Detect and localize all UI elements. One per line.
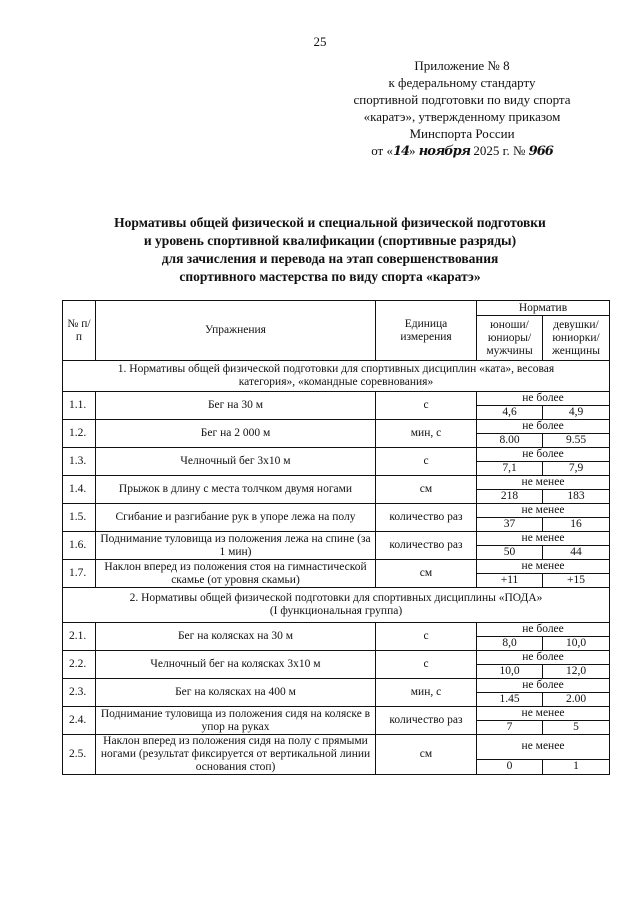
header-num: № п/п (63, 301, 96, 361)
table-row (63, 735, 610, 760)
appendix-title: Приложение № 8 (414, 58, 510, 73)
male-value: 10,0 (477, 665, 543, 679)
table-row (63, 623, 610, 637)
female-value: +15 (543, 574, 610, 588)
row-number: 1.5. (63, 504, 96, 532)
row-number: 2.2. (63, 651, 96, 679)
date-year: 2025 г. № (473, 143, 526, 158)
unit: количество раз (376, 707, 477, 735)
exercise-name: Бег на колясках на 30 м (96, 623, 376, 651)
female-value: 4,9 (543, 406, 610, 420)
male-value: 218 (477, 490, 543, 504)
female-value: 16 (543, 518, 610, 532)
exercise-name: Поднимание туловища из положения сидя на коляске в упор на руках (96, 707, 376, 735)
exercise-name: Челночный бег 3х10 м (96, 448, 376, 476)
norm-mode: не более (477, 651, 610, 665)
unit: см (376, 735, 477, 775)
title-line: спортивного мастерства по виду спорта «каратэ» (179, 269, 481, 284)
document-title (60, 214, 600, 286)
unit: см (376, 560, 477, 588)
row-number: 1.7. (63, 560, 96, 588)
female-value: 44 (543, 546, 610, 560)
exercise-name: Прыжок в длину с места толчком двумя ногами (96, 476, 376, 504)
handwritten-month: ноября (418, 144, 471, 159)
exercise-name: Бег на 30 м (96, 392, 376, 420)
row-number: 2.4. (63, 707, 96, 735)
appendix-line: Минспорта России (409, 126, 515, 141)
male-value: 37 (477, 518, 543, 532)
exercise-name: Поднимание туловища из положения лежа на спине (за 1 мин) (96, 532, 376, 560)
section-line: категория», «командные соревнования» (238, 376, 434, 388)
section-heading (63, 588, 610, 623)
male-value: 4,6 (477, 406, 543, 420)
date-mid: » (409, 143, 416, 158)
male-value: +11 (477, 574, 543, 588)
unit: количество раз (376, 504, 477, 532)
norm-mode: не менее (477, 532, 610, 546)
norm-mode: не менее (477, 707, 610, 721)
exercise-name: Наклон вперед из положения стоя на гимнастической скамье (от уровня скамьи) (96, 560, 376, 588)
exercise-name: Челночный бег на колясках 3х10 м (96, 651, 376, 679)
norm-mode: не более (477, 448, 610, 462)
unit: с (376, 392, 477, 420)
female-value: 2.00 (543, 693, 610, 707)
appendix-line: спортивной подготовки по виду спорта (353, 92, 571, 107)
norm-mode: не более (477, 623, 610, 637)
male-value: 7 (477, 721, 543, 735)
appendix-line: к федеральному стандарту (388, 75, 536, 90)
male-value: 0 (477, 759, 543, 774)
title-line: для зачисления и перевода на этап совершенствования (161, 251, 499, 266)
female-value: 9.55 (543, 434, 610, 448)
handwritten-order-number: 966 (528, 144, 553, 159)
row-number: 2.3. (63, 679, 96, 707)
row-number: 1.2. (63, 420, 96, 448)
row-number: 2.5. (63, 735, 96, 775)
table-row (63, 651, 610, 665)
unit: мин, с (376, 420, 477, 448)
female-value: 12,0 (543, 665, 610, 679)
table-row (63, 707, 610, 721)
section-line: 1. Нормативы общей физической подготовки для спортивных дисциплин «ката», весовая (117, 363, 555, 375)
male-value: 7,1 (477, 462, 543, 476)
table-row (63, 448, 610, 462)
female-value: 7,9 (543, 462, 610, 476)
header-unit: Единица измерения (376, 301, 477, 361)
table-row (63, 560, 610, 574)
section-heading (63, 361, 610, 392)
row-number: 2.1. (63, 623, 96, 651)
table-row (63, 532, 610, 546)
male-value: 1.45 (477, 693, 543, 707)
norm-mode: не менее (477, 560, 610, 574)
norm-mode: не менее (477, 504, 610, 518)
table-row (63, 420, 610, 434)
row-number: 1.4. (63, 476, 96, 504)
row-number: 1.1. (63, 392, 96, 420)
table-row (63, 504, 610, 518)
female-value: 10,0 (543, 637, 610, 651)
handwritten-day: 14 (392, 144, 410, 159)
table-row (63, 392, 610, 406)
title-line: Нормативы общей физической и специальной физической подготовки (114, 215, 546, 230)
row-number: 1.3. (63, 448, 96, 476)
table-row (63, 679, 610, 693)
title-line: и уровень спортивной квалификации (спортивные разряды) (143, 233, 517, 248)
norm-mode: не более (477, 392, 610, 406)
norm-mode: не более (477, 420, 610, 434)
exercise-name: Наклон вперед из положения сидя на полу с прямыми ногами (результат фиксируется от вертикальной линии основания стоп) (96, 735, 376, 775)
order-date-line (327, 142, 597, 160)
appendix-header (327, 57, 597, 160)
unit: количество раз (376, 532, 477, 560)
female-value: 183 (543, 490, 610, 504)
norms-table (62, 300, 610, 775)
header-exercise: Упражнения (96, 301, 376, 361)
female-value: 1 (543, 759, 610, 774)
unit: с (376, 448, 477, 476)
exercise-name: Бег на 2 000 м (96, 420, 376, 448)
unit: мин, с (376, 679, 477, 707)
unit: с (376, 651, 477, 679)
unit: с (376, 623, 477, 651)
norm-mode: не более (477, 679, 610, 693)
norm-mode: не менее (477, 735, 610, 760)
unit: см (376, 476, 477, 504)
page-number: 25 (313, 34, 327, 49)
row-number: 1.6. (63, 532, 96, 560)
male-value: 50 (477, 546, 543, 560)
header-male: юноши/ юниоры/ мужчины (477, 316, 543, 361)
norm-mode: не менее (477, 476, 610, 490)
section-line: (I функциональная группа) (269, 605, 403, 617)
appendix-line: «каратэ», утвержденному приказом (363, 109, 561, 124)
header-female: девушки/ юниорки/ женщины (543, 316, 610, 361)
header-norm: Норматив (477, 301, 610, 316)
table-row (63, 476, 610, 490)
exercise-name: Сгибание и разгибание рук в упоре лежа на полу (96, 504, 376, 532)
exercise-name: Бег на колясках на 400 м (96, 679, 376, 707)
male-value: 8.00 (477, 434, 543, 448)
female-value: 5 (543, 721, 610, 735)
date-prefix: от « (371, 143, 393, 158)
male-value: 8,0 (477, 637, 543, 651)
section-line: 2. Нормативы общей физической подготовки для спортивных дисциплины «ПОДА» (129, 592, 543, 604)
